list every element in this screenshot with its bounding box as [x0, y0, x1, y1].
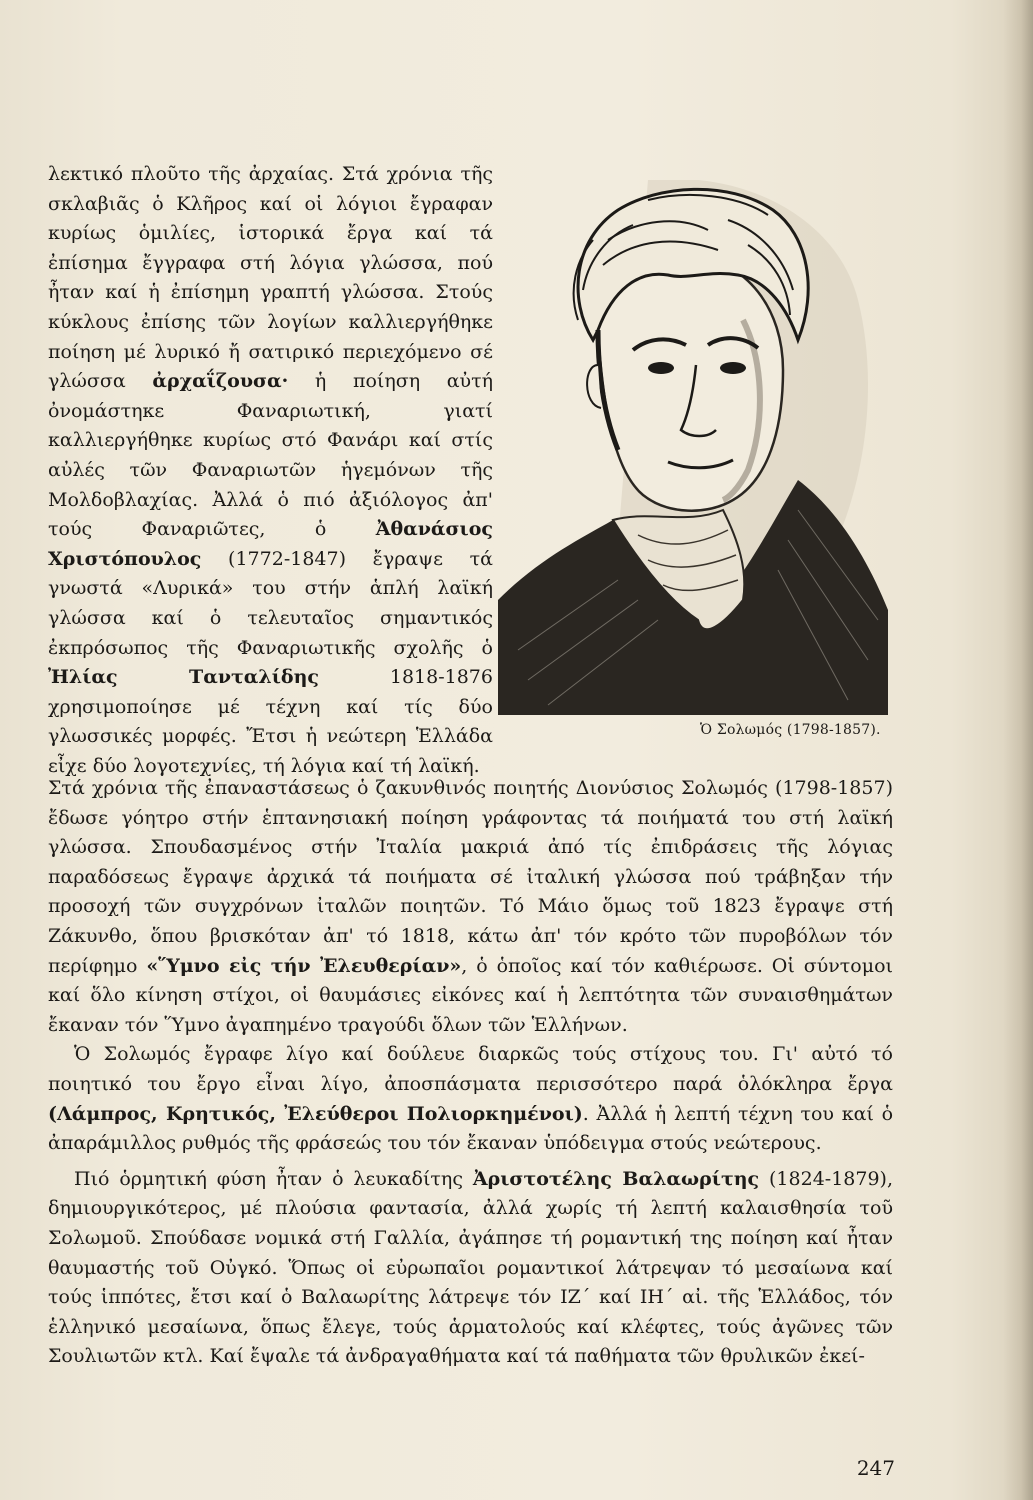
- left-column-text: [48, 160, 493, 781]
- solomos-portrait: [498, 180, 888, 715]
- bold-term-archaizousa: ἀρχαΐζουσα·: [152, 370, 289, 393]
- bold-name-christopoulos: Ἀθανάσιος Χριστόπουλος: [48, 518, 493, 570]
- bold-name-valaoritis: Ἀριστοτέλης Βαλαωρίτης: [472, 1167, 760, 1190]
- bold-title-hymn: «Ὕμνο εἰς τήν Ἐλευθερίαν»: [146, 954, 462, 977]
- paragraph-valaoritis: Πιό ὁρμητική φύση ἦταν ὁ λευκαδίτης Ἀριστοτέλης Βαλαωρίτης (1824-1879), δημιουργικότερος, μέ πλούσια φαντασία, ἀλλά χωρίς τή λεπτή καλαισθησία τοῦ Σολωμοῦ. Σπούδασε νομικά στή Γαλλία, ἀγάπησε τή ρομαντική της ποίηση καί ἦταν θαυμαστής τοῦ Οὐγκό. Ὅπως οἱ εὐρωπαῖοι ρομαντικοί λάτρεψαν τό μεσαίωνα καί τούς ἱππότες, ἔτσι καί ὁ Βαλαωρίτης λάτρεψε τόν ΙΖ΄ καί ΙΗ΄ αἰ. τῆς Ἑλλάδος, τόν ἑλληνικό μεσαίωνα, ὅπως ἔλεγε, τούς ἁρματολούς καί κλέφτες, τούς ἀγῶνες τῶν Σουλιωτῶν κτλ. Καί ἔψαλε τά ἀνδραγαθήματα καί τά παθήματα τῶν θρυλικῶν ἐκεί-: [48, 1167, 894, 1368]
- page-edge-shadow: [1003, 0, 1033, 1500]
- paragraph-solomos-works: Ὁ Σολωμός ἔγραφε λίγο καί δούλευε διαρκῶς τούς στίχους του. Γι' αὐτό τό ποιητικό του ἔργο εἶναι λίγο, ἀποσπάσματα περισσότερο παρά ὁλόκληρα ἔργα (Λάμπρος, Κρητικός, Ἐλεύθεροι Πολιορκημένοι). Ἀλλά ἡ λεπτή τέχνη του καί ὁ ἀπαράμιλλος ρυθμός τῆς φράσεώς του τόν ἔκαναν ὑπόδειγμα στούς νεώτερους.: [48, 1043, 894, 1155]
- bold-titles-works: (Λάμπρος, Κρητικός, Ἐλεύθεροι Πολιορκημένοι): [48, 1102, 583, 1125]
- paragraph-phanariot-poetry: λεκτικό πλοῦτο τῆς ἀρχαίας. Στά χρόνια τῆς σκλαβιᾶς ὁ Κλῆρος καί οἱ λόγιοι ἔγραφαν κυρίως ὁμιλίες, ἱστορικά ἔργα καί τά ἐπίσημα ἔγγραφα στή λόγια γλώσσα, πού ἦταν καί ἡ ἐπίσημη γραπτή γλώσσα. Στούς κύκλους ἐπίσης τῶν λογίων καλλιεργήθηκε ποίηση μέ λυρικό ἤ σατιρικό περιεχόμενο σέ γλώσσα ἀρχαΐζουσα· ἡ ποίηση αὐτή ὀνομάστηκε Φαναριωτική, γιατί καλλιεργήθηκε κυρίως στό Φανάρι καί στίς αὐλές τῶν Φαναριωτῶν ἡγεμόνων τῆς Μολδοβλαχίας. Ἀλλά ὁ πιό ἀξιόλογος ἀπ' τούς Φαναριῶτες, ὁ Ἀθανάσιος Χριστόπουλος (1772-1847) ἔγραψε τά γνωστά «Λυρικά» του στήν ἁπλή λαϊκή γλώσσα καί ὁ τελευταῖος σημαντικός ἐκπρόσωπος τῆς Φαναριωτικῆς σχολῆς ὁ Ἠλίας Τανταλίδης 1818-1876 χρησιμοποίησε μέ τέχνη καί τίς δύο γλωσσικές μορφές. Ἔτσι ἡ νεώτερη Ἑλλάδα εἶχε δύο λογοτεχνίες, τή λόγια καί τή λαϊκή.: [48, 163, 494, 777]
- portrait-caption: Ὁ Σολωμός (1798-1857).: [700, 722, 881, 738]
- paragraph-solomos: Στά χρόνια τῆς ἐπαναστάσεως ὁ ζακυνθινός ποιητής Διονύσιος Σολωμός (1798-1857) ἔδωσε γόητρο στήν ἑπτανησιακή ποίηση γράφοντας τά ποιήματά του στή λαϊκή γλώσσα. Σπουδασμένος στήν Ἰταλία μακριά ἀπό τίς ἐπιδράσεις τῆς λόγιας παραδόσεως ἔγραψε ἀρχικά τά ποιήματα σέ ἰταλική γλώσσα πού τράβηξαν τήν προσοχή τῶν συγχρόνων ἰταλῶν ποιητῶν. Τό Μάιο ὅμως τοῦ 1823 ἔγραψε στή Ζάκυνθο, ὅπου βρισκόταν ἀπ' τό 1818, κάτω ἀπ' τόν κρότο τῶν πυροβόλων τόν περίφημο «Ὕμνο εἰς τήν Ἐλευθερίαν», ὁ ὁποῖος καί τόν καθιέρωσε. Οἱ σύντομοι καί ὅλο κίνηση στίχοι, οἱ θαυμάσιες εἰκόνες καί ἡ λεπτότητα τῶν συναισθημάτων ἔκαναν τόν Ὕμνο ἀγαπημένο τραγούδι ὅλων τῶν Ἑλλήνων.: [48, 777, 893, 1036]
- full-width-text: [48, 774, 893, 1372]
- portrait-engraving-icon: [498, 180, 888, 715]
- page-number: 247: [856, 1456, 895, 1480]
- bold-name-tantalidis: Ἠλίας Τανταλίδης: [48, 666, 319, 689]
